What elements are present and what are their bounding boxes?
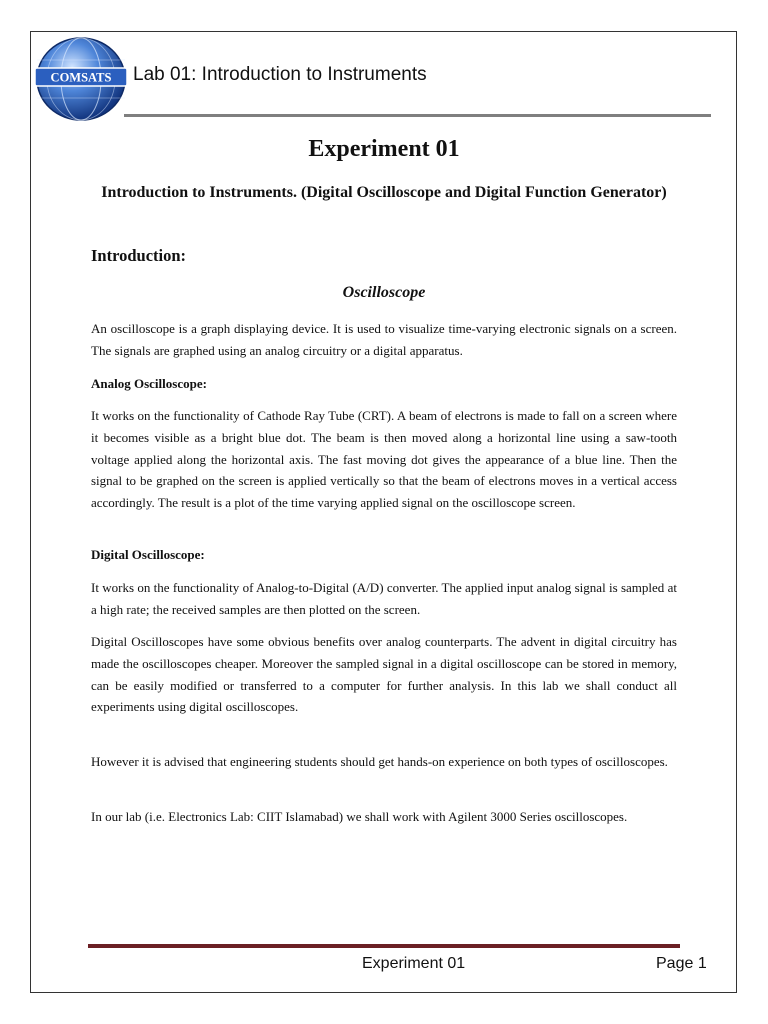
comsats-logo [33,36,129,122]
oscilloscope-heading: Oscilloscope [342,284,426,301]
digital-paragraph-2: Digital Oscilloscopes have some obvious benefits over analog counterparts. The advent in digital circuitry has made the oscilloscopes cheaper. Moreover the sampled signal in a digital oscilloscope can be stored in memory, can be easily modified or transferred to a computer for further analysis. In this lab we shall conduct all experiments using digital oscilloscopes. [91,634,677,715]
introduction-heading: Introduction: [91,246,187,265]
lab-paragraph: In our lab (i.e. Electronics Lab: CIIT Islamabad) we shall work with Agilent 3000 Series oscilloscopes. [91,809,628,824]
intro-paragraph: An oscilloscope is a graph displaying device. It is used to visualize time-varying electronic signals on a screen. The signals are graphed using an analog circuitry or a digital apparatus. [91,321,677,358]
digital-oscilloscope-heading: Digital Oscilloscope: [91,547,205,562]
footer-experiment-label: Experiment 01 [362,955,466,972]
footer-divider [88,944,680,948]
logo-text: COMSATS [50,70,112,85]
page-number: Page 1 [656,955,707,972]
analog-oscilloscope-heading: Analog Oscilloscope: [91,376,207,391]
analog-paragraph: It works on the functionality of Cathode Ray Tube (CRT). A beam of electrons is made to fall on a screen where it becomes visible as a bright blue dot. The beam is then moved along a horizontal line using a saw-tooth voltage applied along the horizontal axis. The fast moving dot gives the appearance of a blue line. Then the signal to be graphed on the screen is applied vertically so that the beam of electrons moves in a vertical access accordingly. The result is a plot of the time varying applied signal on the oscilloscope screen. [91,408,677,511]
digital-paragraph-1: It works on the functionality of Analog-to-Digital (A/D) converter. The applied input analog signal is sampled at a high rate; the received samples are then plotted on the screen. [91,580,677,617]
advice-paragraph: However it is advised that engineering students should get hands-on experience on both types of oscilloscopes. [91,754,668,769]
header-divider [124,114,711,117]
experiment-title: Experiment 01 [308,136,460,162]
experiment-subtitle: Introduction to Instruments. (Digital Oscilloscope and Digital Function Generator) [101,184,667,201]
header-title: Lab 01: Introduction to Instruments [133,64,427,85]
